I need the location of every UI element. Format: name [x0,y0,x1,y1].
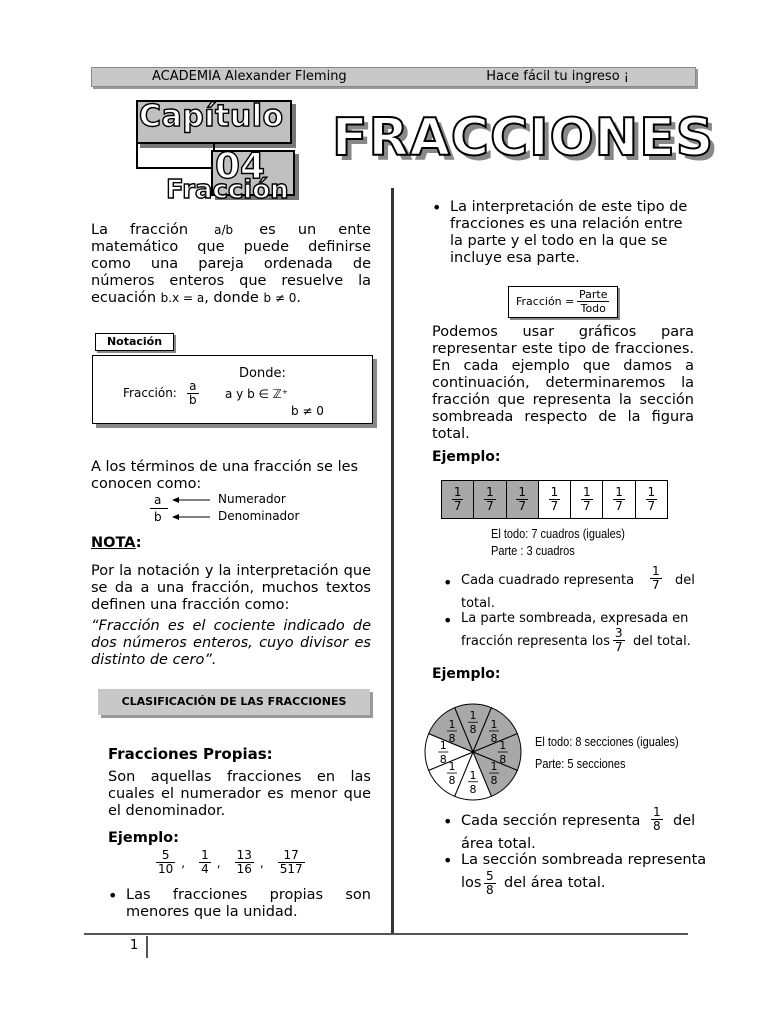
page-header [91,67,696,87]
pie-slice-denominator: 8 [448,731,456,745]
example-fraction-4: $\frac{17}{517}$ [279,848,303,876]
pie-slice-numerator: 1 [469,768,477,782]
square-bullet-2: • La parte sombreada, expresada en [461,611,688,626]
page-number: 1 [130,938,139,953]
pie-slice-denominator: 8 [490,774,498,788]
pie-slice-denominator: 8 [439,753,447,766]
chapter-subtitle: Fracción [166,175,289,205]
pie-slice-numerator: 1 [448,717,456,731]
pie-bullet-2-tail: del área total. [504,875,606,891]
classification-heading: CLASIFICACIÓN DE LAS FRACCIONES [98,689,370,715]
square-cell: $\frac{1}{7}$ [647,485,656,513]
square-bullet-2-line2: fracción representa los [461,634,611,649]
notation-line2: b ≠ 0 [291,404,324,418]
pie-slice-denominator: 8 [499,753,507,766]
pie-slice-denominator: 8 [469,782,477,796]
column-divider [391,188,394,933]
example-fractions: $\frac{5}{10}$ , $\frac{1}{4}$ , $\frac{13}{16}$ , $\frac{17}{517}$ [158,848,303,876]
square-cell: $\frac{1}{7}$ [571,481,603,518]
quote-text: “Fracción es el cociente indicado de dos números enteros, cuyo divisor es distinto de cero”. [91,618,371,668]
term-numerador: Numerador [218,492,286,506]
graphs-text: Podemos usar gráficos para representar este tipo de fracciones. En cada ejemplo que damos a continuación, determinaremos la fracción que representa la sección sombreada respecto de la figura total. [432,324,694,442]
terms-intro: A los términos de una fracción se les conocen como: [91,459,359,492]
header-slogan: Hace fácil tu ingreso ¡ [486,69,629,84]
footer-bar [146,936,148,958]
pie-slice-numerator: 1 [490,760,498,774]
square-cell: $\frac{1}{7}$ [507,481,539,518]
pie-slice-numerator: 1 [490,717,498,731]
notation-fraction: $\frac{a}{b}$ [189,379,197,407]
propias-title: Fracciones Propias: [108,745,273,763]
chapter-number: 04 [215,146,266,187]
square-cell: $\frac{1}{7}$ [603,481,635,518]
square-bullet-1-end: total. [461,596,495,611]
pie-slice-denominator: 8 [469,723,477,737]
propias-text: Son aquellas fracciones en las cuales el numerador es menor que el denominador. [108,769,371,819]
formula-box: Fracción = Parte Todo [508,286,618,318]
pie-slice-denominator: 8 [490,731,498,745]
parte-pie: Parte: 5 secciones [535,757,626,771]
pie-bullet-2-los: los [461,875,482,891]
todo-pie: El todo: 8 secciones (iguales) [535,735,679,749]
square-bullet-1: • Cada cuadrado representa [461,573,634,588]
pie-bullet-1-end: área total. [461,836,536,852]
pie-bullet-2-fraction: $\frac{5}{8}$ [486,869,494,897]
term-bar [150,508,168,509]
propias-bullet: • Las fracciones propias son menores que la unidad. [126,887,371,921]
nota-heading: NOTA: [91,535,142,551]
parte-squares: Parte : 3 cuadros [491,544,575,558]
square-cell: $\frac{1}{7}$ [442,481,474,518]
square-cell: $\frac{1}{7}$ [539,481,571,518]
pie-bullet-2: • La sección sombreada representa [461,852,706,869]
example-fraction-2: $\frac{1}{4}$ [201,848,209,876]
pie-bullet-1-fraction: $\frac{1}{8}$ [653,805,661,833]
term-a: a [154,493,162,507]
pie-slice-numerator: 1 [439,739,447,752]
pie-figure [424,700,522,804]
pie-slice-denominator: 8 [448,774,456,788]
notation-box [92,355,373,424]
footer-line [84,933,688,935]
pie-slice-numerator: 1 [499,739,507,752]
notation-line1: a y b ∈ ℤ⁺ [225,387,289,401]
squares-figure [441,480,668,519]
example-fraction-3: $\frac{13}{16}$ [236,848,252,876]
square-bullet-2-fraction: $\frac{3}{7}$ [615,626,623,654]
chapter-word: Capítulo [139,99,284,134]
pie-slice-numerator: 1 [469,709,477,723]
intro-paragraph: La fracción a/b es un ente matemático que puede definirse como una pareja ordenada de números enteros que resuelve la ecuación b.x = a, donde b ≠ 0. [91,222,372,306]
term-denominador: Denominador [218,509,300,523]
notation-donde: Donde: [239,366,286,381]
square-bullet-2-tail: del total. [633,634,691,649]
square-cell: $\frac{1}{7}$ [474,481,506,518]
todo-squares: El todo: 7 cuadros (iguales) [491,527,625,541]
pie-slice-numerator: 1 [448,760,456,774]
ejemplo-left: Ejemplo: [108,830,179,846]
square-bullet-1-del: del [675,573,695,588]
ejemplo-right-1: Ejemplo: [432,449,501,465]
pie-bullet-1-del: del [673,813,696,829]
page-title: FRACCIONES [332,108,715,168]
nota-text: Por la notación y la interpretación que se da a una fracción, muchos textos definen una fracción como: [91,563,371,613]
example-fraction-1: $\frac{5}{10}$ [158,848,174,876]
term-b: b [154,510,162,524]
term-arrows [172,494,212,522]
notation-label: Notación [95,333,174,351]
chapter-box-lower [136,142,215,169]
notation-fraccion: Fracción: [123,386,177,400]
interpretation-bullet: • La interpretación de este tipo de fracciones es una relación entre la parte y el todo en la que se incluye esa parte. [450,199,694,267]
pie-bullet-1: • Cada sección representa [461,813,640,830]
formula-fraction: Parte Todo [579,288,608,315]
ejemplo-right-2: Ejemplo: [432,666,501,682]
square-bullet-1-fraction: $\frac{1}{7}$ [652,564,660,592]
header-academy: ACADEMIA Alexander Fleming [152,69,347,84]
